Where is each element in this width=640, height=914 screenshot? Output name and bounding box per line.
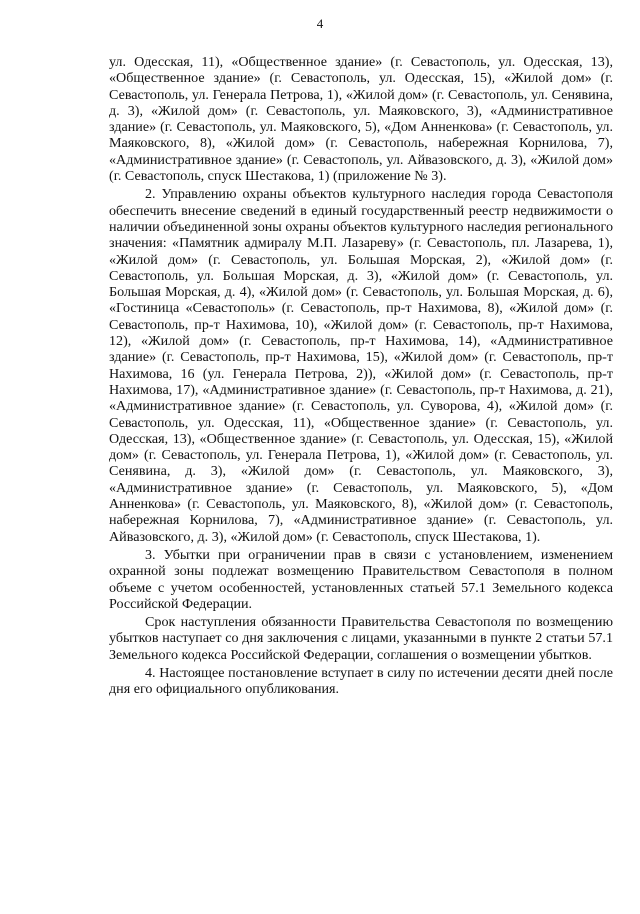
paragraph-item-2: 2. Управлению охраны объектов культурного наследия города Севастополя обеспечить внесение сведений в единый государственный реестр недвижимости о наличии объединенной зоны охраны объектов культурного наследия регионального значения: «Памятник адмиралу М.П. Лазареву» (г. Севастополь, пл. Лазарева, 1), «Жилой дом» (г. Севастополь, ул. Большая Морская, 2), «Жилой дом» (г. Севастополь, ул. Большая Морская, д. 3), «Жилой дом» (г. Севастополь, ул. Большая Морская, д. 4), «Жилой дом» (г. Севастополь, ул. Большая Морская, д. 6), «Гостиница «Севастополь» (г. Севастополь, пр-т Нахимова, 8), «Жилой дом» (г. Севастополь, пр-т Нахимова, 10), «Жилой дом» (г. Севастополь, пр-т Нахимова, 12), «Жилой дом» (г. Севастополь, пр-т Нахимова, 14), «Административное здание» (г. Севастополь, пр-т Нахимова, 15), «Жилой дом» (г. Севастополь, пр-т Нахимова, 16 (ул. Генерала Петрова, 2)), «Жилой дом» (г. Севастополь, пр-т Нахимова, 17), «Административное здание» (г. Севастополь, пр-т Нахимова, д. 21), «Административное здание» (г. Севастополь, ул. Суворова, 4), «Жилой дом» (г. Севастополь, ул. Одесская, 11), «Общественное здание» (г. Севастополь, ул. Одесская, 13), «Общественное здание» (г. Севастополь, ул. Одесская, 15), «Жилой дом» (г. Севастополь, ул. Генерала Петрова, 1), «Жилой дом» (г. Севастополь, ул. Сенявина, д. 3), «Жилой дом» (г. Севастополь, ул. Маяковского, 3), «Административное здание» (г. Севастополь, ул. Маяковского, 5), «Дом Анненкова» (г. Севастополь, ул. Маяковского, 8), «Жилой дом» (г. Севастополь, набережная Корнилова, 7), «Административное здание» (г. Севастополь, ул. Айвазовского, д. 3), «Жилой дом» (г. Севастополь, спуск Шестакова, 1). xyxy=(109,186,613,545)
paragraph-item-3: 3. Убытки при ограничении прав в связи с установлением, изменением охранной зоны подлежат возмещению Правительством Севастополя в полном объеме с учетом особенностей, установленных статьей 57.1 Земельного кодекса Российской Федерации. xyxy=(109,546,613,612)
paragraph-item-4: 4. Настоящее постановление вступает в силу по истечении десяти дней после дня его официального опубликования. xyxy=(109,664,613,698)
document-body xyxy=(109,54,613,698)
paragraph-continuation: ул. Одесская, 11), «Общественное здание» (г. Севастополь, ул. Одесская, 13), «Общественное здание» (г. Севастополь, ул. Одесская, 15), «Жилой дом» (г. Севастополь, ул. Генерала Петрова, 1), «Жилой дом» (г. Севастополь, ул. Сенявина, д. 3), «Жилой дом» (г. Севастополь, ул. Маяковского, 3), «Административное здание» (г. Севастополь, ул. Маяковского, 5), «Дом Анненкова» (г. Севастополь, ул. Маяковского, 8), «Жилой дом» (г. Севастополь, набережная Корнилова, 7), «Административное здание» (г. Севастополь, ул. Айвазовского, д. 3), «Жилой дом» (г. Севастополь, спуск Шестакова, 1) (приложение № 3). xyxy=(109,54,613,185)
paragraph-compensation-term: Срок наступления обязанности Правительства Севастополя по возмещению убытков наступает со дня заключения с лицами, указанными в пункте 2 статьи 57.1 Земельного кодекса Российской Федерации, соглашения о возмещении убытков. xyxy=(109,614,613,663)
page-number: 4 xyxy=(316,16,324,31)
